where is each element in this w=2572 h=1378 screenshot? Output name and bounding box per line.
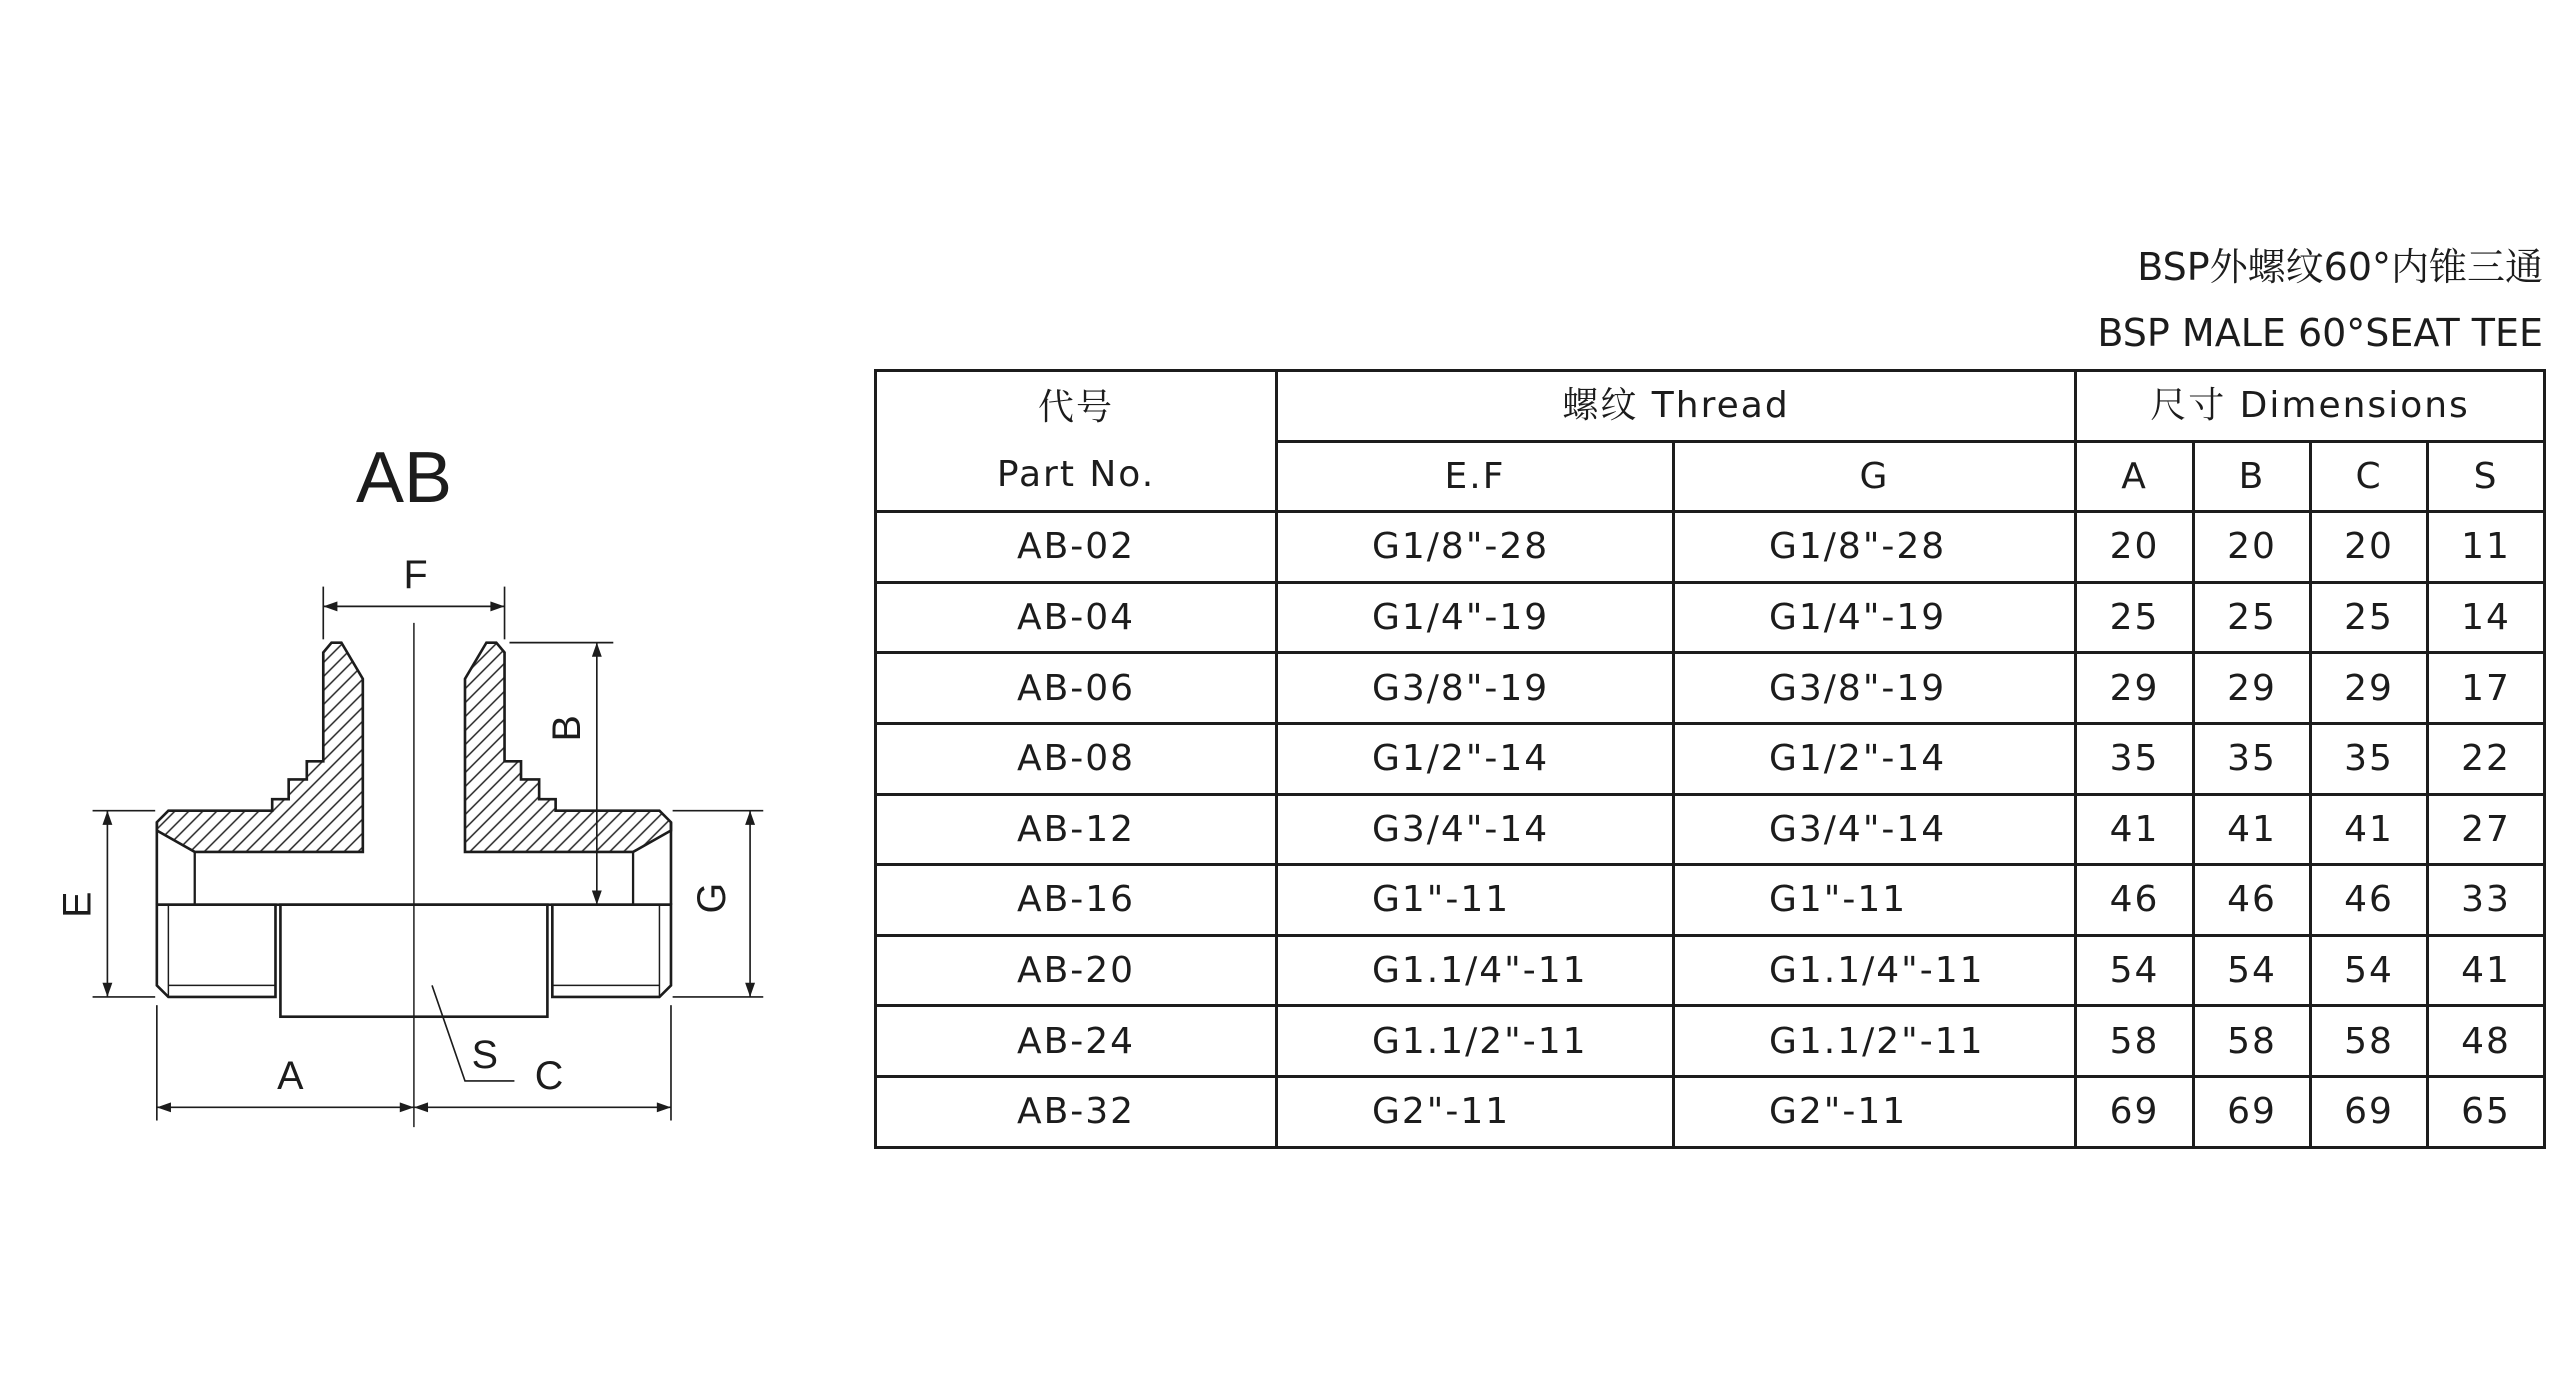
table-row: [876, 1006, 2545, 1077]
cell-a: 35: [2076, 723, 2194, 794]
table-row: [876, 1076, 2545, 1147]
header-a: A: [2076, 441, 2194, 512]
header-row-1: [876, 371, 2545, 442]
cell-part-no: AB-08: [876, 723, 1277, 794]
cell-g: G2"-11: [1674, 1076, 2076, 1147]
cell-a: 25: [2076, 582, 2194, 653]
header-part-no-cn: 代号: [1037, 387, 1114, 429]
cell-ef: G1.1/2"-11: [1277, 1006, 1674, 1077]
lower-end-left: [157, 905, 276, 997]
diagram-model-label: AB: [355, 438, 453, 518]
cell-ef: G1"-11: [1277, 865, 1674, 936]
cell-a: 29: [2076, 653, 2194, 724]
cell-c: 69: [2311, 1076, 2428, 1147]
cell-part-no: AB-24: [876, 1006, 1277, 1077]
cell-part-no: AB-06: [876, 653, 1277, 724]
cell-s: 22: [2428, 723, 2545, 794]
cell-ef: G3/4"-14: [1277, 794, 1674, 865]
table-row: [876, 582, 2545, 653]
header-dimensions: 尺寸 Dimensions: [2076, 371, 2545, 442]
header-s: S: [2428, 441, 2545, 512]
cell-a: 46: [2076, 865, 2194, 936]
table-row: [876, 865, 2545, 936]
cell-g: G3/4"-14: [1674, 794, 2076, 865]
cell-b: 25: [2194, 582, 2311, 653]
cell-g: G1/8"-28: [1674, 512, 2076, 583]
cell-b: 54: [2194, 935, 2311, 1006]
cell-ef: G1/8"-28: [1277, 512, 1674, 583]
dim-e-label: E: [55, 891, 100, 918]
cell-s: 33: [2428, 865, 2545, 936]
cell-a: 20: [2076, 512, 2194, 583]
cell-b: 69: [2194, 1076, 2311, 1147]
cell-c: 54: [2311, 935, 2428, 1006]
cell-s: 65: [2428, 1076, 2545, 1147]
cell-b: 46: [2194, 865, 2311, 936]
cell-g: G1/4"-19: [1674, 582, 2076, 653]
cell-a: 58: [2076, 1006, 2194, 1077]
title-english: BSP MALE 60°SEAT TEE: [2097, 311, 2543, 355]
header-ef: E.F: [1277, 441, 1674, 512]
cell-g: G1"-11: [1674, 865, 2076, 936]
cell-c: 25: [2311, 582, 2428, 653]
table-row: [876, 794, 2545, 865]
dim-b-label: B: [545, 715, 590, 742]
cell-c: 35: [2311, 723, 2428, 794]
cell-g: G1/2"-14: [1674, 723, 2076, 794]
lower-end-right: [552, 905, 671, 997]
cell-part-no: AB-12: [876, 794, 1277, 865]
cell-a: 41: [2076, 794, 2194, 865]
cell-b: 35: [2194, 723, 2311, 794]
table-row: [876, 935, 2545, 1006]
cell-part-no: AB-16: [876, 865, 1277, 936]
cell-a: 69: [2076, 1076, 2194, 1147]
dim-a-label: A: [277, 1054, 304, 1099]
cell-b: 29: [2194, 653, 2311, 724]
cell-ef: G1.1/4"-11: [1277, 935, 1674, 1006]
header-thread: 螺纹 Thread: [1277, 371, 2076, 442]
header-part-no: [876, 371, 1277, 512]
cell-ef: G2"-11: [1277, 1076, 1674, 1147]
cell-g: G1.1/2"-11: [1674, 1006, 2076, 1077]
dim-g-label: G: [690, 882, 735, 914]
cell-s: 17: [2428, 653, 2545, 724]
title-chinese: BSP外螺纹60°内锥三通: [2137, 245, 2543, 289]
cell-c: 41: [2311, 794, 2428, 865]
spec-table: [874, 369, 2546, 1149]
header-g: G: [1674, 441, 2076, 512]
cell-c: 29: [2311, 653, 2428, 724]
cell-s: 27: [2428, 794, 2545, 865]
cell-s: 41: [2428, 935, 2545, 1006]
table-row: [876, 512, 2545, 583]
tee-fitting-diagram: [41, 552, 800, 1137]
header-part-no-en: Part No.: [996, 454, 1156, 496]
cell-s: 11: [2428, 512, 2545, 583]
cell-s: 14: [2428, 582, 2545, 653]
table-row: [876, 723, 2545, 794]
cell-part-no: AB-02: [876, 512, 1277, 583]
header-c: C: [2311, 441, 2428, 512]
cell-c: 58: [2311, 1006, 2428, 1077]
dim-f-label: F: [403, 553, 428, 598]
cell-g: G1.1/4"-11: [1674, 935, 2076, 1006]
dim-c-label: C: [534, 1054, 564, 1099]
cell-s: 48: [2428, 1006, 2545, 1077]
table-row: [876, 653, 2545, 724]
header-b: B: [2194, 441, 2311, 512]
dim-s-label: S: [471, 1032, 498, 1077]
cell-a: 54: [2076, 935, 2194, 1006]
section-wall-right: [465, 643, 671, 852]
section-wall-left: [157, 643, 363, 852]
cell-c: 46: [2311, 865, 2428, 936]
cell-b: 20: [2194, 512, 2311, 583]
cell-g: G3/8"-19: [1674, 653, 2076, 724]
spec-table-body: [876, 512, 2545, 1147]
cell-b: 58: [2194, 1006, 2311, 1077]
cell-ef: G1/2"-14: [1277, 723, 1674, 794]
cell-ef: G3/8"-19: [1277, 653, 1674, 724]
cell-ef: G1/4"-19: [1277, 582, 1674, 653]
spec-table-header: [876, 371, 2545, 512]
cell-part-no: AB-04: [876, 582, 1277, 653]
cell-part-no: AB-20: [876, 935, 1277, 1006]
cell-b: 41: [2194, 794, 2311, 865]
cell-part-no: AB-32: [876, 1076, 1277, 1147]
cell-c: 20: [2311, 512, 2428, 583]
